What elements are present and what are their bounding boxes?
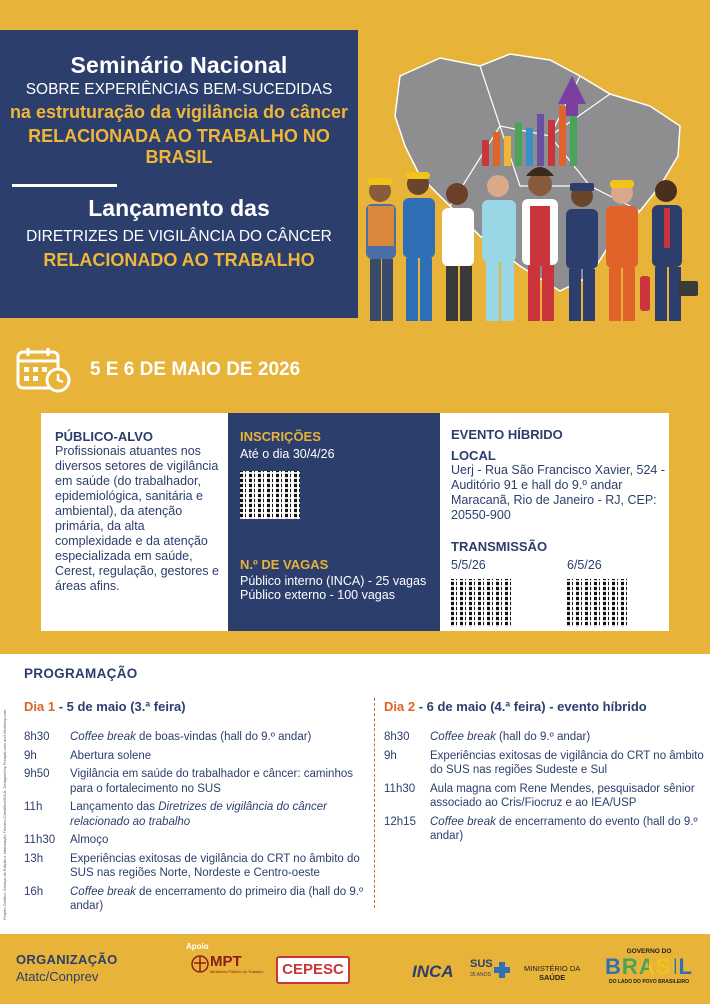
event-date: 5 E 6 DE MAIO DE 2026 — [90, 359, 301, 380]
schedule-time: 16h — [24, 885, 44, 898]
launch-title: Lançamento das — [88, 195, 270, 221]
registration-label: INSCRIÇÕES — [240, 429, 321, 444]
schedule-time: 11h30 — [384, 782, 416, 795]
gov-main: BRASIL — [598, 955, 700, 979]
schedule-time: 11h30 — [24, 834, 56, 846]
launch-subtitle-2: RELACIONADO AO TRABALHO — [43, 250, 315, 270]
transmission-date-2: 6/5/26 — [567, 558, 602, 572]
program-title: PROGRAMAÇÃO — [24, 666, 138, 681]
registration-deadline: Até o dia 30/4/26 — [240, 447, 335, 461]
day1-rows — [24, 730, 369, 914]
schedule-description: Abertura solene — [70, 749, 152, 762]
sus-text: SUS — [470, 958, 493, 970]
registration-column — [228, 413, 440, 631]
gov-top: GOVERNO DO — [626, 948, 672, 955]
schedule-time: 8h30 — [24, 731, 50, 743]
transmission-day1 — [451, 558, 567, 627]
day2-rows — [384, 730, 704, 844]
title-box — [0, 30, 358, 318]
audience-label: PÚBLICO-ALVO — [55, 429, 153, 444]
transmission-qr-code-2[interactable] — [567, 579, 627, 627]
seminar-subtitle-1: SOBRE EXPERIÊNCIAS BEM-SUCEDIDAS — [25, 81, 333, 98]
program-divider — [374, 698, 375, 908]
schedule-item — [384, 730, 704, 745]
cepesc-logo: CEPESC — [276, 956, 350, 984]
transmission-day2 — [567, 558, 627, 627]
organization-value: Atatc/Conprev — [16, 969, 99, 984]
date-row — [14, 344, 300, 396]
schedule-time: 9h — [24, 749, 37, 762]
sus-cross-icon — [493, 961, 511, 979]
schedule-description: Aula magna com Rene Mendes, pesquisador sênior associado ao Cris/Fiocruz e ao IEA/USP — [430, 782, 695, 809]
schedule-item — [24, 852, 369, 881]
schedule-description: Vigilância em saúde do trabalhador e câncer: caminhos para o fortalecimento no SUS — [70, 768, 353, 795]
vacancies-internal: Público interno (INCA) - 25 vagas — [240, 574, 427, 588]
transmission-qr-code-1[interactable] — [451, 579, 511, 627]
schedule-description: Experiências exitosas de vigilância do CRT no âmbito do SUS nas regiões Sudeste e Sul — [430, 749, 704, 776]
location-column — [451, 427, 666, 627]
header — [0, 0, 710, 336]
sus-logo — [470, 959, 511, 981]
gov-logo — [598, 948, 700, 985]
day1-label: Dia 1 — [24, 699, 56, 714]
program-section — [0, 654, 710, 934]
info-box — [41, 413, 669, 631]
transmission-date-1: 5/5/26 — [451, 558, 486, 572]
support-label: Apoio — [186, 942, 209, 951]
mpt-emblem-icon — [190, 954, 210, 974]
seminar-subtitle-3: RELACIONADA AO TRABALHO NO BRASIL — [28, 126, 330, 167]
transmission-label: TRANSMISSÃO — [451, 539, 548, 554]
ms-line1: MINISTÉRIO DA — [524, 964, 581, 973]
schedule-description: Almoço — [70, 834, 109, 846]
schedule-time: 9h — [384, 749, 397, 762]
gov-sub: DO LADO DO POVO BRASILEIRO — [608, 979, 689, 985]
audience-text: Profissionais atuantes nos diversos setores de vigilância em saúde (do trabalhador, epidemiológica, sanitária e ambiental), da atenção primária, da alta complexidade e da atenção especializada em saúde, Cerest, regulação, gestores e áreas afins. — [55, 444, 219, 593]
day1-heading — [24, 699, 369, 714]
vacancies-label: N.º DE VAGAS — [240, 557, 329, 572]
schedule-description: Coffee break (hall do 9.º andar) — [430, 731, 591, 743]
day2-heading — [384, 699, 704, 714]
schedule-item — [384, 782, 704, 811]
location-text: Uerj - Rua São Francisco Xavier, 524 - Auditório 91 e hall do 9.º andar Maracanã, Rio de Janeiro - RJ, CEP: 20550-900 — [451, 463, 665, 522]
schedule-item — [24, 767, 369, 796]
schedule-item — [24, 885, 369, 914]
sus-subtext: 35 ANOS — [470, 972, 491, 978]
schedule-description: Coffee break de encerramento do primeiro dia (hall do 9.º andar) — [70, 885, 364, 912]
inca-logo: INCA — [412, 962, 454, 981]
day1-schedule — [24, 699, 369, 914]
title-divider — [12, 184, 117, 187]
schedule-description: Lançamento das Diretrizes de vigilância do câncer relacionado ao trabalho — [70, 801, 327, 828]
seminar-title: Seminário Nacional — [70, 52, 288, 78]
schedule-time: 12h15 — [384, 815, 416, 828]
schedule-item — [384, 815, 704, 844]
ms-line2: SAÚDE — [539, 973, 566, 982]
schedule-time: 13h — [24, 852, 44, 865]
schedule-description: Coffee break de encerramento do evento (hall do 9.º andar) — [430, 815, 698, 842]
footer — [0, 934, 710, 1004]
day2-date: - 6 de maio (4.ª feira) - evento híbrido — [415, 699, 647, 714]
schedule-item — [24, 833, 369, 848]
vacancies-external: Público externo - 100 vagas — [240, 588, 395, 602]
schedule-time: 8h30 — [384, 731, 410, 743]
day1-date: - 5 de maio (3.ª feira) — [55, 699, 186, 714]
schedule-item — [384, 749, 704, 778]
organization-label: ORGANIZAÇÃO — [16, 952, 118, 967]
day2-schedule — [384, 699, 704, 844]
schedule-item — [24, 749, 369, 764]
audience-column — [55, 429, 223, 594]
schedule-item — [24, 730, 369, 745]
schedule-time: 11h — [24, 801, 43, 813]
day2-label: Dia 2 — [384, 699, 416, 714]
side-credit: Projeto Gráfico: Serviço de Edição e Informação Técnico-Científica/INCA. Designed by Freepik.com and Vecteezy.com — [2, 709, 7, 920]
schedule-description: Experiências exitosas de vigilância do CRT no âmbito do SUS nas regiões Norte, Nordeste e Centro-oeste — [70, 852, 360, 879]
mpt-logo — [190, 954, 264, 974]
location-label: LOCAL — [451, 448, 496, 463]
mpt-subtext: Ministério Público do Trabalho — [210, 969, 264, 974]
mpt-text: MPT — [210, 953, 242, 970]
schedule-description: Coffee break de boas-vindas (hall do 9.º andar) — [70, 731, 312, 743]
workers-illustration — [360, 36, 705, 326]
schedule-item — [24, 800, 369, 829]
calendar-icon — [14, 346, 74, 394]
schedule-time: 9h50 — [24, 768, 50, 780]
launch-subtitle-1: DIRETRIZES DE VIGILÂNCIA DO CÂNCER — [26, 228, 332, 245]
ms-logo — [524, 964, 580, 982]
event-type: EVENTO HÍBRIDO — [451, 427, 563, 442]
seminar-subtitle-2: na estruturação da vigilância do câncer — [9, 102, 349, 122]
registration-qr-code[interactable] — [240, 471, 300, 519]
